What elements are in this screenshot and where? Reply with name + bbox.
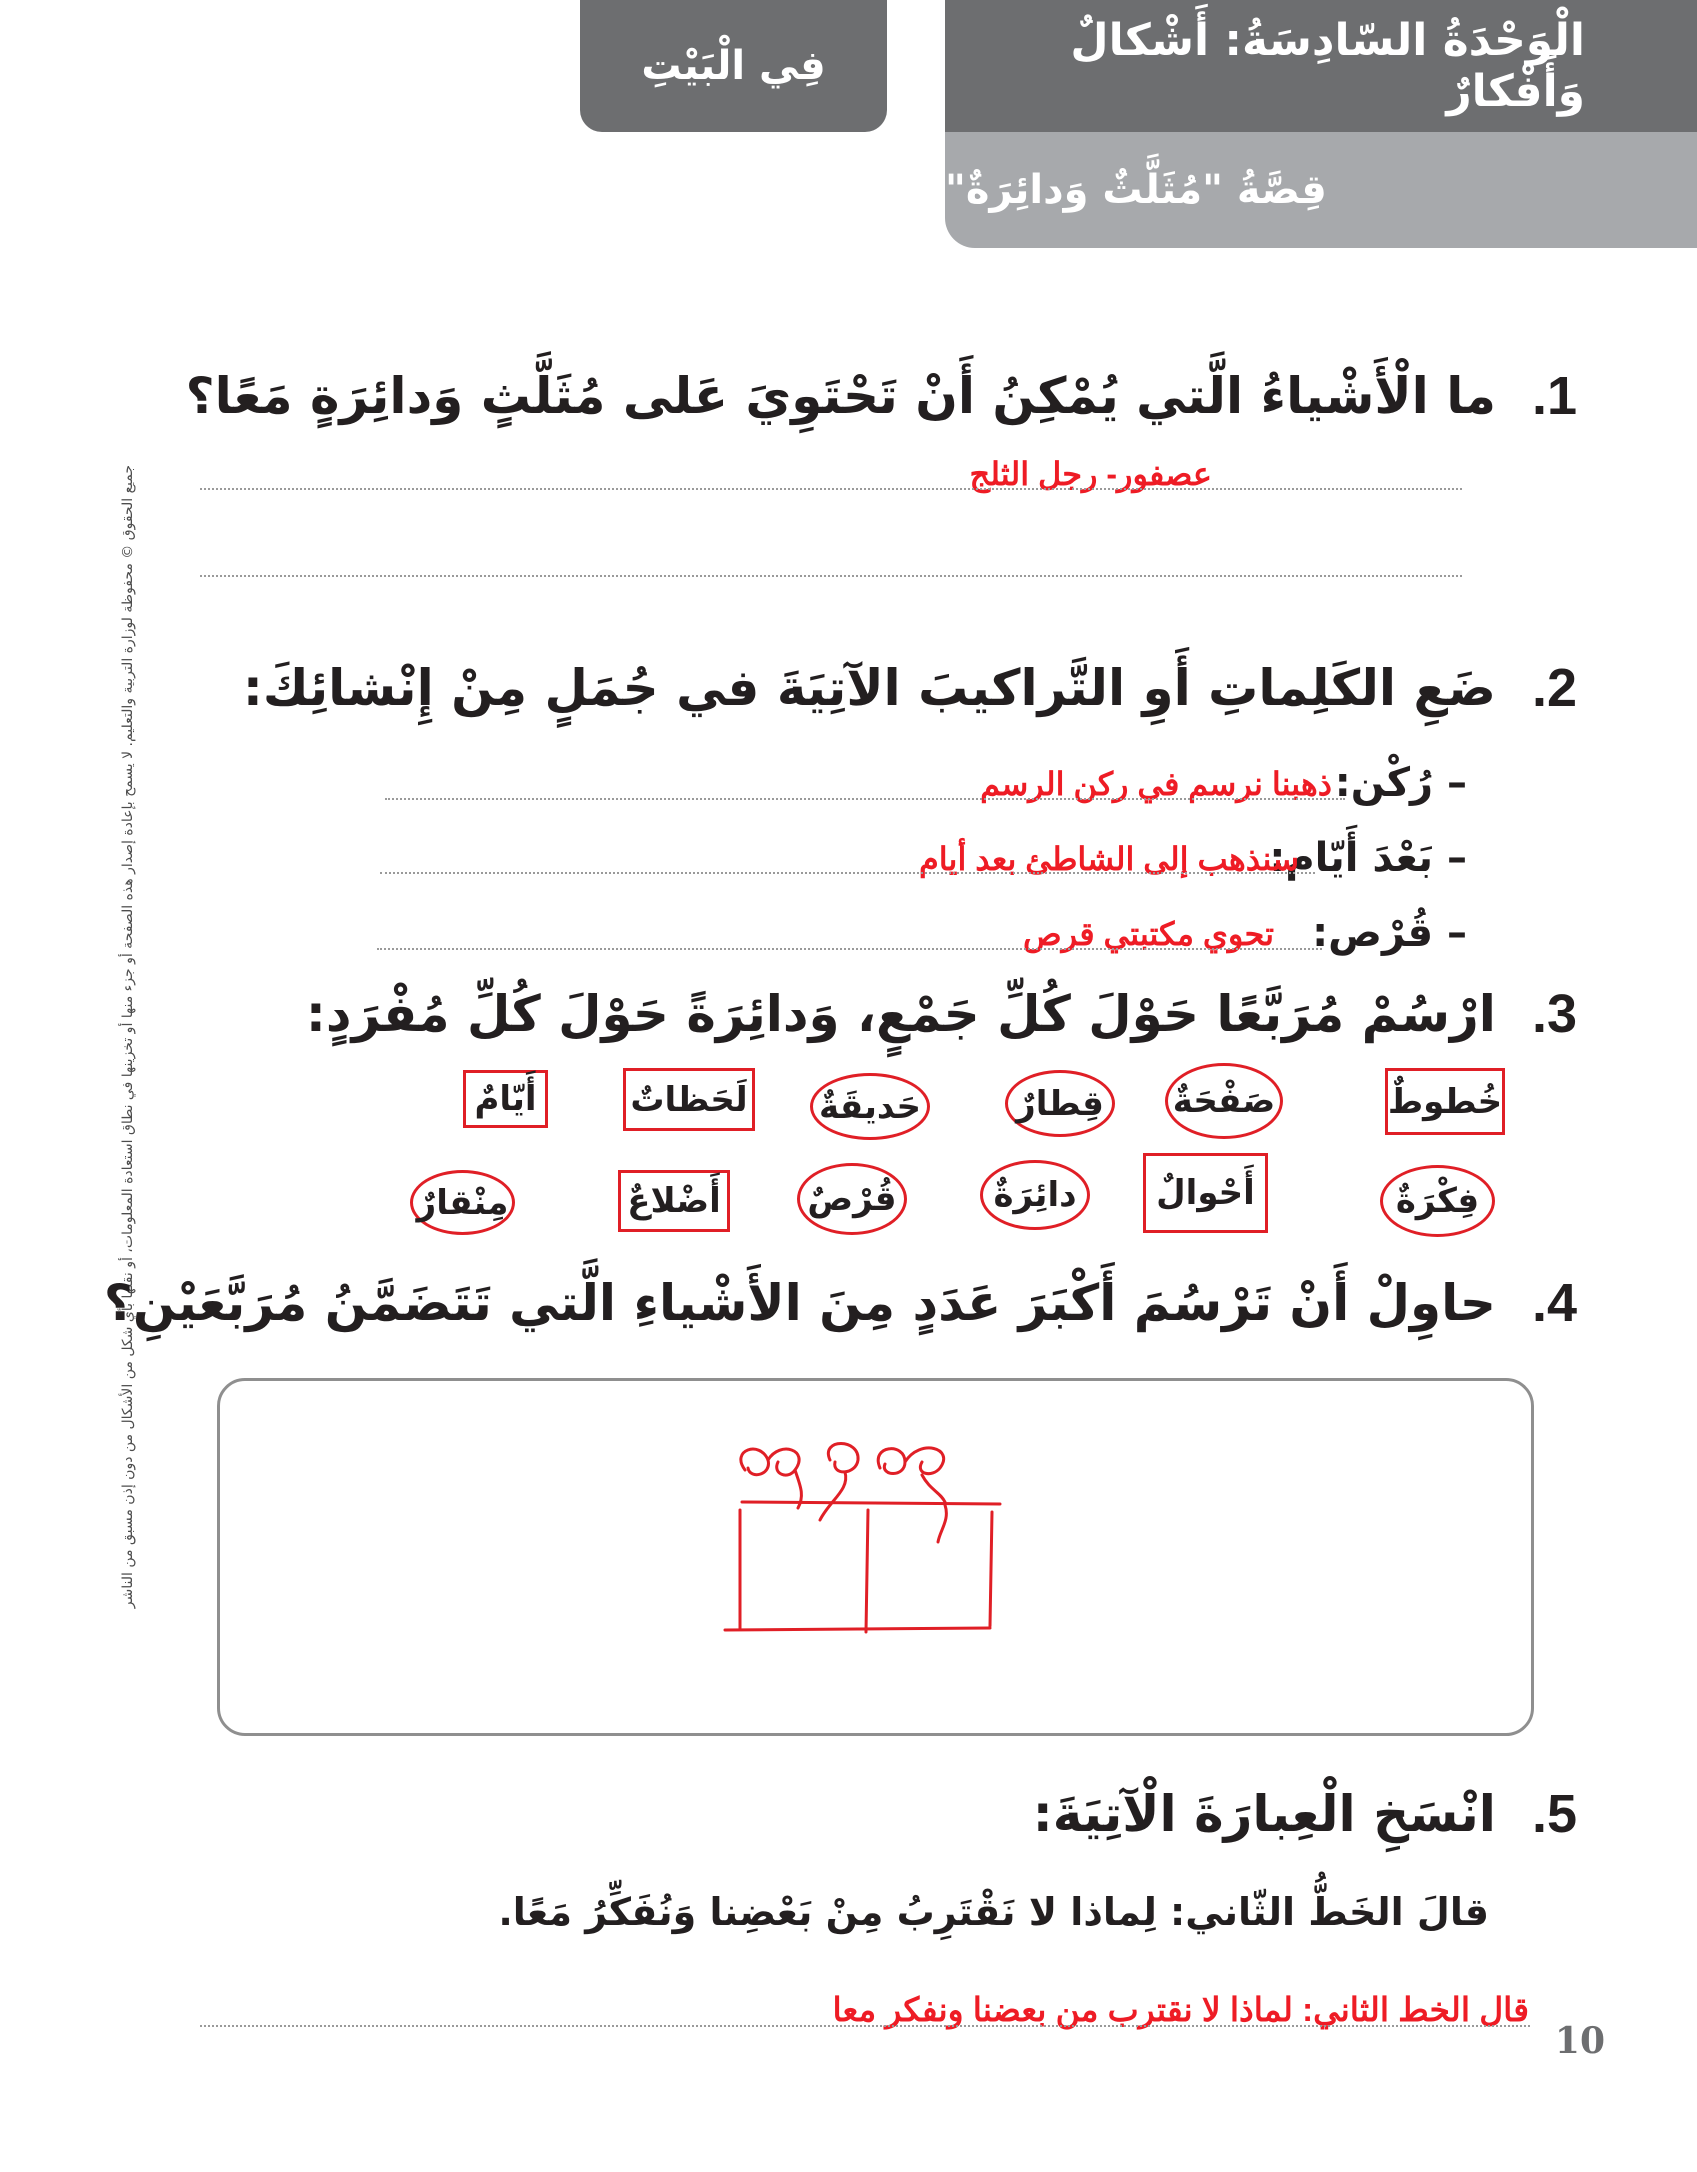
word-label: دائِرَةٌ xyxy=(993,1175,1077,1215)
question-number: 4. xyxy=(1531,1273,1577,1333)
word-singular-circle[interactable] xyxy=(1005,1070,1115,1137)
word-plural-square[interactable] xyxy=(1143,1153,1268,1233)
question-text: ما الْأَشْياءُ الَّتي يُمْكِنُ أَنْ تَحْتَوِيَ عَلى مُثَلَّثٍ وَدائِرَةٍ مَعًا؟ xyxy=(185,367,1496,425)
answer-line xyxy=(377,948,1322,950)
story-title-bar xyxy=(945,132,1697,248)
home-tab-label: فِي الْبَيْتِ xyxy=(641,43,826,89)
question-2 xyxy=(243,657,1577,719)
question-5 xyxy=(1033,1783,1577,1845)
word-label: فِكْرَةٌ xyxy=(1395,1181,1480,1221)
word-singular-circle[interactable] xyxy=(1380,1165,1495,1237)
word-singular-circle[interactable] xyxy=(810,1073,930,1140)
answer-line xyxy=(200,488,1462,490)
dash: – xyxy=(1447,760,1467,806)
word-singular-circle[interactable] xyxy=(1165,1063,1283,1139)
question-text: انْسَخِ الْعِبارَةَ الْآتِيَةَ: xyxy=(1032,1785,1496,1843)
word-label: صَفْحَةٌ xyxy=(1172,1081,1276,1121)
q2-answer: تحوي مكتبتي قرص xyxy=(1022,916,1274,952)
question-3 xyxy=(306,983,1577,1045)
answer-line xyxy=(200,575,1462,577)
question-number: 5. xyxy=(1531,1784,1577,1844)
box-bottom-edge xyxy=(725,1628,990,1630)
word-singular-circle[interactable] xyxy=(410,1170,515,1235)
question-text: حاوِلْ أَنْ تَرْسُمَ أَكْبَرَ عَدَدٍ مِنَ الأَشْياءِ الَّتي تَتَضَمَّنُ مُرَبَّعَيْنِ؟ xyxy=(103,1274,1496,1332)
word-label: قِطارٌ xyxy=(1016,1083,1104,1124)
bow-loop xyxy=(905,1448,944,1474)
bow-loop xyxy=(878,1449,905,1474)
unit-title: الْوَحْدَةُ السّادِسَةُ: أَشْكالٌ وَأَفْكارٌ xyxy=(1070,15,1585,117)
q2-answer: ذهبنا نرسم في ركن الرسم xyxy=(980,766,1332,802)
box-right-edge xyxy=(990,1512,992,1626)
word-label: لَحَظاتٌ xyxy=(630,1079,748,1120)
q2-item xyxy=(1335,760,1467,806)
story-title: قِصَّةُ "مُثَلَّثٌ وَدائِرَةٌ" xyxy=(945,167,1327,213)
answer-5: قال الخط الثاني: لماذا لا نقترب من بعضنا ونفكر معا xyxy=(832,1991,1529,2028)
word-plural-square[interactable] xyxy=(618,1170,730,1232)
question-text: ضَعِ الكَلِماتِ أَوِ التَّراكيبَ الآتِيَةَ في جُمَلٍ مِنْ إِنْشائِكَ: xyxy=(242,659,1496,717)
q2-answer: سنذهب إلى الشاطئ بعد أيام xyxy=(918,841,1299,877)
unit-title-bar xyxy=(945,0,1697,132)
q2-word: قُرْص: xyxy=(1312,910,1434,956)
word-label: مِنْقارٌ xyxy=(416,1182,509,1223)
copy-sentence: قالَ الخَطُّ الثّاني: لِماذا لا نَقْتَرِبُ مِنْ بَعْضِنا وَنُفَكِّرُ مَعًا. xyxy=(498,1890,1489,1934)
answer-1: عصفور- رجل الثلج xyxy=(969,456,1212,492)
word-plural-square[interactable] xyxy=(1385,1068,1505,1135)
word-singular-circle[interactable] xyxy=(980,1160,1090,1230)
dash: – xyxy=(1447,835,1467,881)
bow-loop xyxy=(741,1449,769,1475)
word-singular-circle[interactable] xyxy=(797,1163,907,1235)
word-label: أَضْلاعٌ xyxy=(627,1181,721,1221)
q2-word: رُكْن: xyxy=(1334,760,1434,806)
q2-item xyxy=(1269,835,1467,881)
answer-line xyxy=(200,2025,1530,2027)
copyright-side-note: جميع الحقوق © محفوظة لوزارة التربية والتعليم. لا يسمح بإعادة إصدار هذه الصفحة أو جزء منها أو تخزينها في نطاق استعادة المعلومات، أو نقلها بأي شكل من الأشكال من دون إذن مسبق من الناشر xyxy=(120,465,136,1609)
word-label: أَحْوالٌ xyxy=(1156,1173,1255,1213)
page-number: 10 xyxy=(1554,2020,1605,2062)
q2-word: بَعْدَ أَيّام: xyxy=(1269,835,1434,881)
word-label: قُرْصٌ xyxy=(807,1179,897,1219)
dash: – xyxy=(1447,910,1467,956)
bow-loop xyxy=(828,1444,858,1472)
question-number: 2. xyxy=(1531,658,1577,718)
word-plural-square[interactable] xyxy=(623,1068,755,1131)
q2-item xyxy=(1312,910,1467,956)
word-label: أَيّامٌ xyxy=(474,1079,537,1119)
word-label: حَديقَةٌ xyxy=(819,1086,921,1127)
word-label: خُطوطٌ xyxy=(1387,1081,1503,1122)
answer-line xyxy=(385,798,1345,800)
question-4 xyxy=(104,1272,1577,1334)
lid-line xyxy=(742,1502,1000,1504)
home-tab xyxy=(580,0,887,132)
question-number: 3. xyxy=(1531,984,1577,1044)
bow-ribbon xyxy=(938,1505,946,1542)
word-plural-square[interactable] xyxy=(463,1070,548,1128)
gift-drawing xyxy=(700,1430,1020,1650)
question-text: ارْسُمْ مُرَبَّعًا حَوْلَ كُلِّ جَمْعٍ، وَدائِرَةً حَوْلَ كُلِّ مُفْرَدٍ: xyxy=(305,985,1496,1043)
question-1 xyxy=(186,365,1577,427)
question-number: 1. xyxy=(1531,366,1577,426)
box-divider xyxy=(866,1510,868,1632)
bow-ribbon xyxy=(922,1475,945,1502)
answer-line xyxy=(380,872,1315,874)
bow-ribbon xyxy=(820,1472,846,1520)
